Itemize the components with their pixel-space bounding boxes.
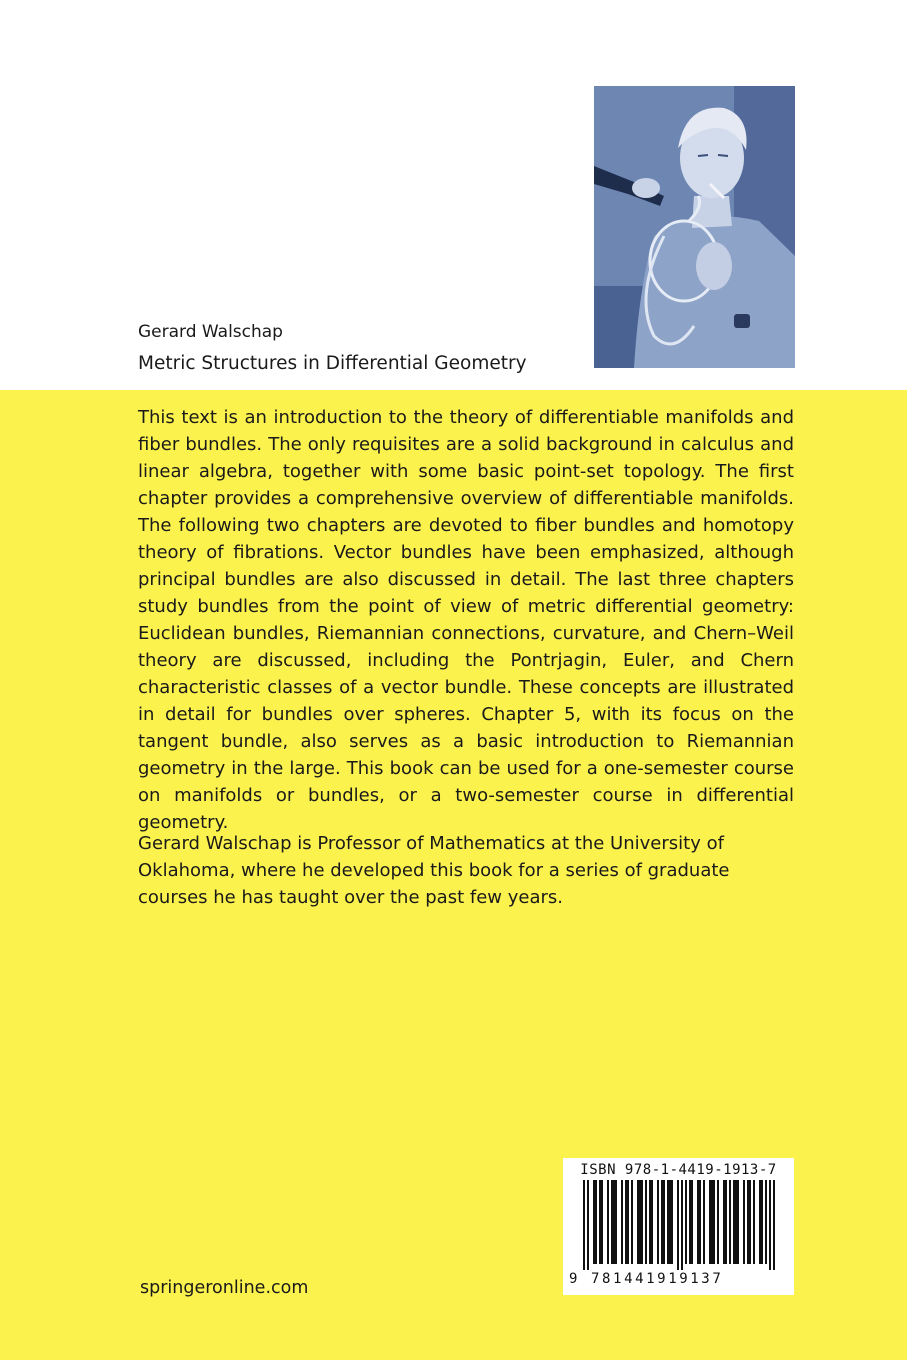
barcode-bar (681, 1180, 683, 1270)
barcode-bar (733, 1180, 735, 1264)
barcode-bar (607, 1180, 609, 1264)
barcode-bar (743, 1180, 745, 1264)
barcode-bar (631, 1180, 633, 1264)
barcode-bar (753, 1180, 755, 1264)
barcode-bar (627, 1180, 629, 1264)
barcode-bar (657, 1180, 659, 1264)
author-photo (594, 86, 795, 368)
barcode-bar (649, 1180, 651, 1264)
barcode-bar (709, 1180, 711, 1264)
barcode-bar (737, 1180, 739, 1264)
barcode-bars (563, 1180, 794, 1270)
barcode-bar (677, 1180, 679, 1270)
barcode-bar (583, 1180, 585, 1270)
barcode-bar (645, 1180, 647, 1264)
barcode-bar (723, 1180, 725, 1264)
book-description: This text is an introduction to the theory of differentiable manifolds and fiber bundles. The only requisites are a solid background in calculus and linear algebra, together with some basic point-set topology. The first chapter provides a comprehensive overview of differentiable manifolds. The following two chapters are devoted to fiber bundles and homotopy theory of fibrations. Vector bundles have been emphasized, although principal bundles are also discussed in detail. The last three chapters study bundles from the point of view of metric differential geometry: Euclidean bundles, Riemannian connections, curvature, and Chern–Weil theory are discussed, including the Pontrjagin, Euler, and Chern characteristic classes of a vector bundle. These concepts are illustrated in detail for bundles over spheres. Chapter 5, with its focus on the tangent bundle, also serves as a basic introduction to Riemannian geometry in the large. This book can be used for a one-semester course on manifolds or bundles, or a two-semester course in differential geometry. (138, 407, 794, 833)
barcode-first-digit: 9 (569, 1271, 578, 1287)
barcode-bar (725, 1180, 727, 1264)
barcode-digit-string: 781441919137 (591, 1271, 724, 1287)
barcode-bar (661, 1180, 663, 1264)
barcode-bar (601, 1180, 603, 1264)
barcode-bar (613, 1180, 615, 1264)
barcode-bar (685, 1180, 687, 1264)
barcode-bar (611, 1180, 613, 1264)
author-name: Gerard Walschap (138, 322, 283, 342)
barcode-bar (759, 1180, 761, 1264)
barcode-bar (595, 1180, 597, 1264)
barcode-bar (749, 1180, 751, 1264)
barcode-bar (713, 1180, 715, 1264)
barcode-bar (651, 1180, 653, 1264)
barcode-bar (669, 1180, 671, 1264)
barcode-bar (729, 1180, 731, 1264)
barcode-bar (615, 1180, 617, 1264)
barcode-bar (699, 1180, 701, 1264)
barcode-bar (711, 1180, 713, 1264)
barcode-bar (663, 1180, 665, 1264)
barcode-bar (703, 1180, 705, 1264)
barcode-bar (637, 1180, 639, 1264)
barcode-bar (697, 1180, 699, 1264)
barcode-bar (773, 1180, 775, 1270)
isbn-label: ISBN 978-1-4419-1913-7 (580, 1162, 777, 1178)
barcode-bar (625, 1180, 627, 1264)
book-title: Metric Structures in Differential Geometry (138, 353, 527, 374)
barcode-bar (735, 1180, 737, 1264)
barcode-bar (747, 1180, 749, 1264)
barcode-bar (717, 1180, 719, 1264)
barcode-bar (769, 1180, 771, 1270)
barcode-bar (593, 1180, 595, 1264)
author-bio: Gerard Walschap is Professor of Mathematics at the University of Oklahoma, where he developed this book for a series of graduate courses he has taught over the past few years. (138, 833, 730, 908)
barcode-bar (761, 1180, 763, 1264)
barcode-bar (639, 1180, 641, 1264)
publisher-website: springeronline.com (140, 1278, 309, 1298)
barcode-bar (671, 1180, 673, 1264)
isbn-barcode (563, 1158, 794, 1295)
barcode-bar (621, 1180, 623, 1264)
barcode-bar (689, 1180, 691, 1264)
barcode-bar (667, 1180, 669, 1264)
barcode-bar (765, 1180, 767, 1264)
barcode-bar (599, 1180, 601, 1264)
barcode-bar (641, 1180, 643, 1264)
barcode-bar (587, 1180, 589, 1270)
barcode-bar (691, 1180, 693, 1264)
